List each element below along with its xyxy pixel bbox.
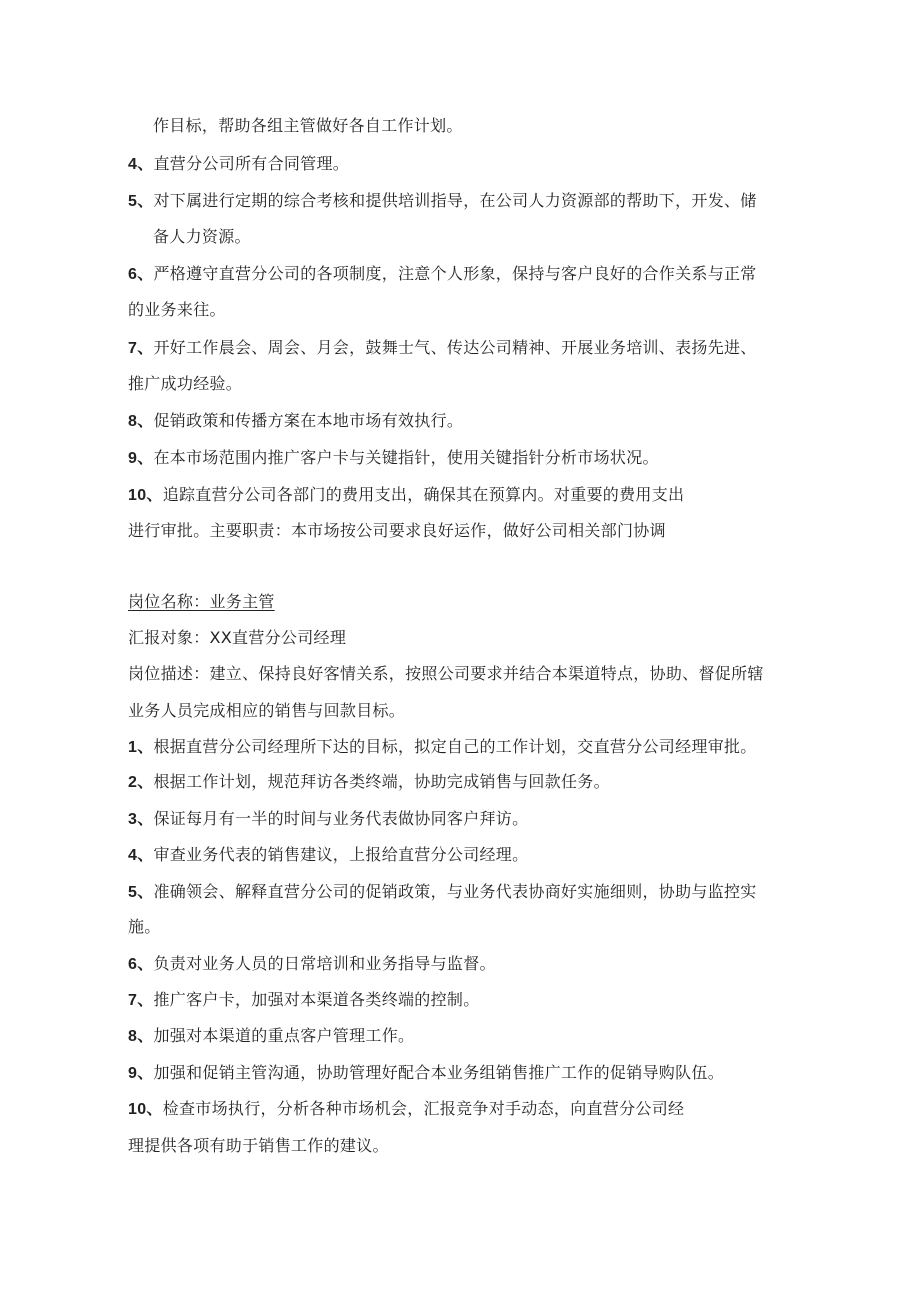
list-item	[128, 954, 496, 975]
list-item	[128, 1026, 414, 1047]
text-line: 备人力资源。	[153, 227, 251, 246]
item-text: 开好工作晨会、周会、月会，鼓舞士气、传达公司精神、开展业务培训、表扬先进、	[153, 338, 757, 357]
item-number: 6、	[128, 956, 154, 973]
list-item	[128, 809, 528, 830]
list-item	[128, 191, 757, 212]
position-description: 岗位描述：建立、保持良好客情关系，按照公司要求并结合本渠道特点，协助、督促所辖	[128, 664, 764, 683]
item-number: 2、	[128, 774, 154, 791]
item-text: 根据直营分公司经理所下达的目标，拟定自己的工作计划，交直营分公司经理审批。	[153, 737, 757, 756]
item-number: 5、	[128, 884, 154, 901]
text-line: 施。	[128, 917, 161, 936]
item-number: 7、	[128, 992, 154, 1009]
item-text: 加强对本渠道的重点客户管理工作。	[153, 1026, 415, 1045]
text-line: 理提供各项有助于销售工作的建议。	[128, 1136, 389, 1155]
item-number: 8、	[128, 1028, 154, 1045]
item-text: 根据工作计划，规范拜访各类终端，协助完成销售与回款任务。	[153, 772, 610, 791]
list-item	[128, 485, 684, 506]
item-text: 保证每月有一半的时间与业务代表做协同客户拜访。	[153, 809, 529, 828]
list-item	[128, 448, 659, 469]
item-number: 10、	[128, 1101, 163, 1118]
list-item	[128, 772, 610, 793]
item-number: 4、	[128, 847, 154, 864]
list-item	[128, 990, 480, 1011]
list-item	[128, 1063, 724, 1084]
list-item	[128, 264, 757, 285]
item-number: 6、	[128, 266, 154, 283]
item-number: 5、	[128, 193, 154, 210]
item-text: 追踪直营分公司各部门的费用支出，确保其在预算内。对重要的费用支出	[162, 485, 685, 504]
item-text: 检查市场执行，分析各种市场机会，汇报竞争对手动态，向直营分公司经	[162, 1099, 685, 1118]
text-line: 进行审批。主要职责：本市场按公司要求良好运作，做好公司相关部门协调	[128, 521, 666, 540]
item-text: 准确领会、解释直营分公司的促销政策，与业务代表协商好实施细则，协助与监控实	[153, 882, 757, 901]
item-number: 9、	[128, 450, 154, 467]
item-number: 1、	[128, 739, 154, 756]
text-line: 作目标，帮助各组主管做好各自工作计划。	[153, 116, 463, 135]
text-line: 的业务来往。	[128, 300, 226, 319]
list-item	[128, 737, 757, 758]
list-item	[128, 154, 349, 175]
item-text: 严格遵守直营分公司的各项制度，注意个人形象，保持与客户良好的合作关系与正常	[153, 264, 757, 283]
item-number: 10、	[128, 487, 163, 504]
item-number: 9、	[128, 1065, 154, 1082]
report-to: 汇报对象：XX直营分公司经理	[128, 628, 347, 647]
list-item	[128, 1099, 684, 1120]
item-number: 4、	[128, 156, 154, 173]
item-text: 直营分公司所有合同管理。	[153, 154, 350, 173]
item-text: 加强和促销主管沟通，协助管理好配合本业务组销售推广工作的促销导购队伍。	[153, 1063, 725, 1082]
item-text: 对下属进行定期的综合考核和提供培训指导，在公司人力资源部的帮助下，开发、储	[153, 191, 757, 210]
item-number: 7、	[128, 340, 154, 357]
item-number: 8、	[128, 413, 154, 430]
text-line: 推广成功经验。	[128, 374, 243, 393]
item-text: 促销政策和传播方案在本地市场有效执行。	[153, 411, 464, 430]
position-description-cont: 业务人员完成相应的销售与回款目标。	[128, 701, 406, 720]
item-text: 审查业务代表的销售建议，上报给直营分公司经理。	[153, 845, 529, 864]
item-text: 在本市场范围内推广客户卡与关键指针，使用关键指针分析市场状况。	[153, 448, 659, 467]
list-item	[128, 845, 528, 866]
list-item	[128, 411, 463, 432]
item-text: 推广客户卡，加强对本渠道各类终端的控制。	[153, 990, 480, 1009]
item-number: 3、	[128, 811, 154, 828]
list-item	[128, 882, 757, 903]
position-title: 岗位名称：业务主管	[128, 592, 275, 611]
item-text: 负责对业务人员的日常培训和业务指导与监督。	[153, 954, 496, 973]
list-item	[128, 338, 757, 359]
